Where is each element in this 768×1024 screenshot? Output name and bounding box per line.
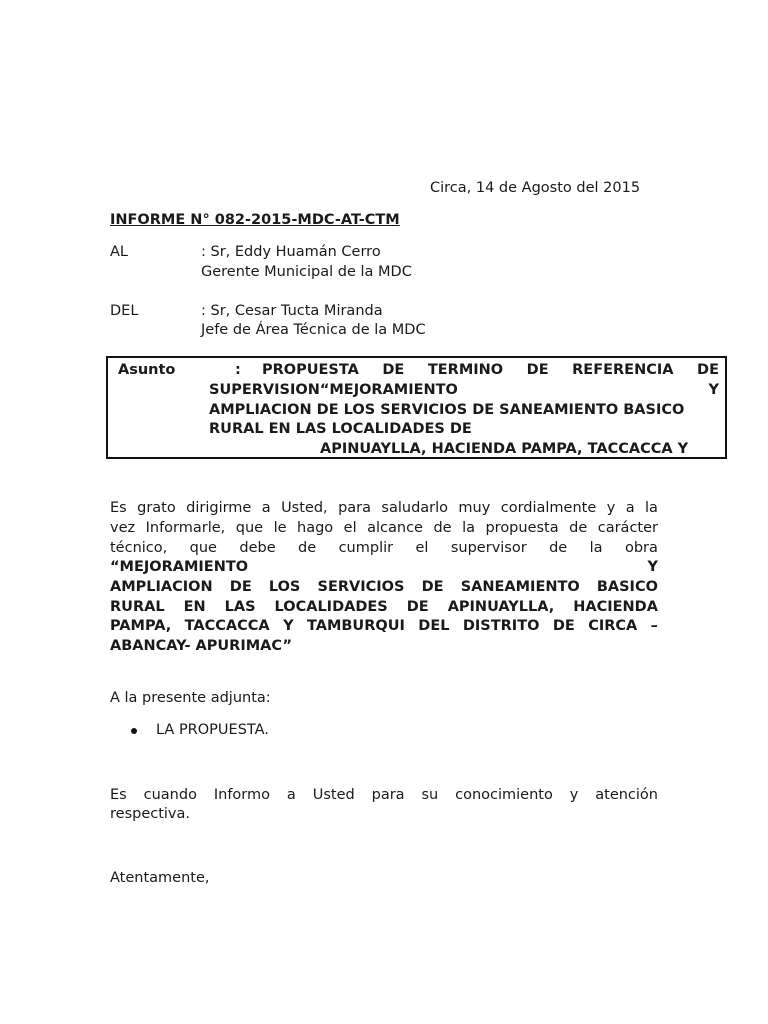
word: Y (708, 382, 719, 398)
word: HACIENDA (573, 599, 658, 615)
word: LAS (224, 599, 256, 615)
word: conocimiento (455, 787, 553, 803)
word: DE (229, 579, 252, 595)
word: que (189, 540, 217, 556)
word: a (286, 787, 296, 803)
word: para (338, 500, 371, 516)
word: la (589, 540, 603, 556)
word: PAMPA, (110, 618, 172, 634)
word: Usted, (281, 500, 328, 516)
word: técnico, (110, 540, 168, 556)
to-role: Gerente Municipal de la MDC (201, 264, 412, 280)
word: y (606, 500, 616, 516)
paragraph-line (110, 540, 658, 556)
word: EN (183, 599, 206, 615)
asunto-line-1 (262, 362, 719, 378)
paragraph-line (110, 599, 658, 615)
word: le (273, 520, 287, 536)
asunto-line-4: RURAL EN LAS LOCALIDADES DE (209, 421, 472, 437)
word: “MEJORAMIENTO (110, 559, 249, 575)
paragraph-line (110, 520, 658, 536)
word: vez (110, 520, 136, 536)
word: Informarle, (145, 520, 226, 536)
word: hago (297, 520, 334, 536)
to-label: AL (110, 244, 128, 260)
paragraph-line: ABANCAY- APURIMAC” (110, 638, 293, 654)
adjunta-line: A la presente adjunta: (110, 690, 271, 706)
word: y (569, 787, 579, 803)
word: el (343, 520, 357, 536)
from-role: Jefe de Área Técnica de la MDC (201, 322, 426, 338)
word: para (371, 787, 405, 803)
closing-line: respectiva. (110, 806, 191, 822)
word: alcance (367, 520, 423, 536)
word: carácter (597, 520, 658, 536)
signoff: Atentamente, (110, 870, 210, 886)
word: a (625, 500, 635, 516)
word: TAMBURQUI (306, 618, 405, 634)
word: APINUAYLLA, (447, 599, 555, 615)
word: su (421, 787, 439, 803)
asunto-line-5: APINUAYLLA, HACIENDA PAMPA, TACCACCA Y (320, 441, 689, 457)
word: que (235, 520, 264, 536)
informe-title: INFORME N° 082-2015-MDC-AT-CTM (110, 212, 400, 228)
paragraph-line (110, 618, 658, 634)
asunto-box (106, 356, 727, 459)
word: BASICO (596, 579, 658, 595)
from-name: : Sr, Cesar Tucta Miranda (201, 303, 383, 319)
date-line: Circa, 14 de Agosto del 2015 (430, 180, 641, 196)
closing-line (110, 787, 658, 803)
word: Y (283, 618, 294, 634)
from-label: DEL (110, 303, 139, 319)
word: TERMINO (427, 362, 504, 378)
word: el (415, 540, 429, 556)
paragraph-line (110, 579, 658, 595)
word: AMPLIACION (110, 579, 213, 595)
paragraph-line (110, 559, 658, 575)
word: DEL (418, 618, 450, 634)
word: DE (406, 599, 429, 615)
word: de (549, 540, 568, 556)
asunto-line-3: AMPLIACION DE LOS SERVICIOS DE SANEAMIENTO BASICO (209, 402, 685, 418)
word: REFERENCIA (572, 362, 674, 378)
word: DE (526, 362, 549, 378)
word: cordialmente (500, 500, 597, 516)
to-name: : Sr, Eddy Huamán Cerro (201, 244, 381, 260)
asunto-colon: : (235, 362, 241, 378)
word: DE (697, 362, 719, 378)
paragraph-line (110, 500, 658, 516)
word: la (462, 520, 475, 536)
word: atención (595, 787, 658, 803)
asunto-label: Asunto (118, 362, 176, 378)
word: Es (110, 500, 127, 516)
word: DISTRITO (462, 618, 540, 634)
word: SUPERVISION“MEJORAMIENTO (209, 382, 458, 398)
bullet-icon (131, 728, 137, 734)
word: LOS (268, 579, 301, 595)
word: obra (624, 540, 658, 556)
word: saludarlo (381, 500, 449, 516)
word: CIRCA (588, 618, 638, 634)
word: Usted (312, 787, 355, 803)
bullet-item: LA PROPUESTA. (156, 722, 269, 738)
word: PROPUESTA (262, 362, 359, 378)
word: de (569, 520, 588, 536)
word: debe (239, 540, 276, 556)
word: – (650, 618, 658, 634)
word: DE (552, 618, 575, 634)
word: SERVICIOS (317, 579, 405, 595)
asunto-line-2 (209, 382, 719, 398)
word: Es (110, 787, 127, 803)
word: DE (382, 362, 405, 378)
word: RURAL (110, 599, 165, 615)
word: propuesta (485, 520, 559, 536)
word: DE (421, 579, 444, 595)
word: la (644, 500, 658, 516)
word: de (298, 540, 317, 556)
word: muy (458, 500, 491, 516)
word: a (261, 500, 271, 516)
word: cumplir (338, 540, 394, 556)
word: Y (647, 559, 658, 575)
word: dirigirme (186, 500, 252, 516)
word: TACCACCA (184, 618, 270, 634)
word: SANEAMIENTO (460, 579, 580, 595)
word: cuando (143, 787, 197, 803)
word: supervisor (450, 540, 527, 556)
word: de (433, 520, 452, 536)
word: grato (137, 500, 176, 516)
word: LOCALIDADES (274, 599, 388, 615)
word: Informo (213, 787, 271, 803)
